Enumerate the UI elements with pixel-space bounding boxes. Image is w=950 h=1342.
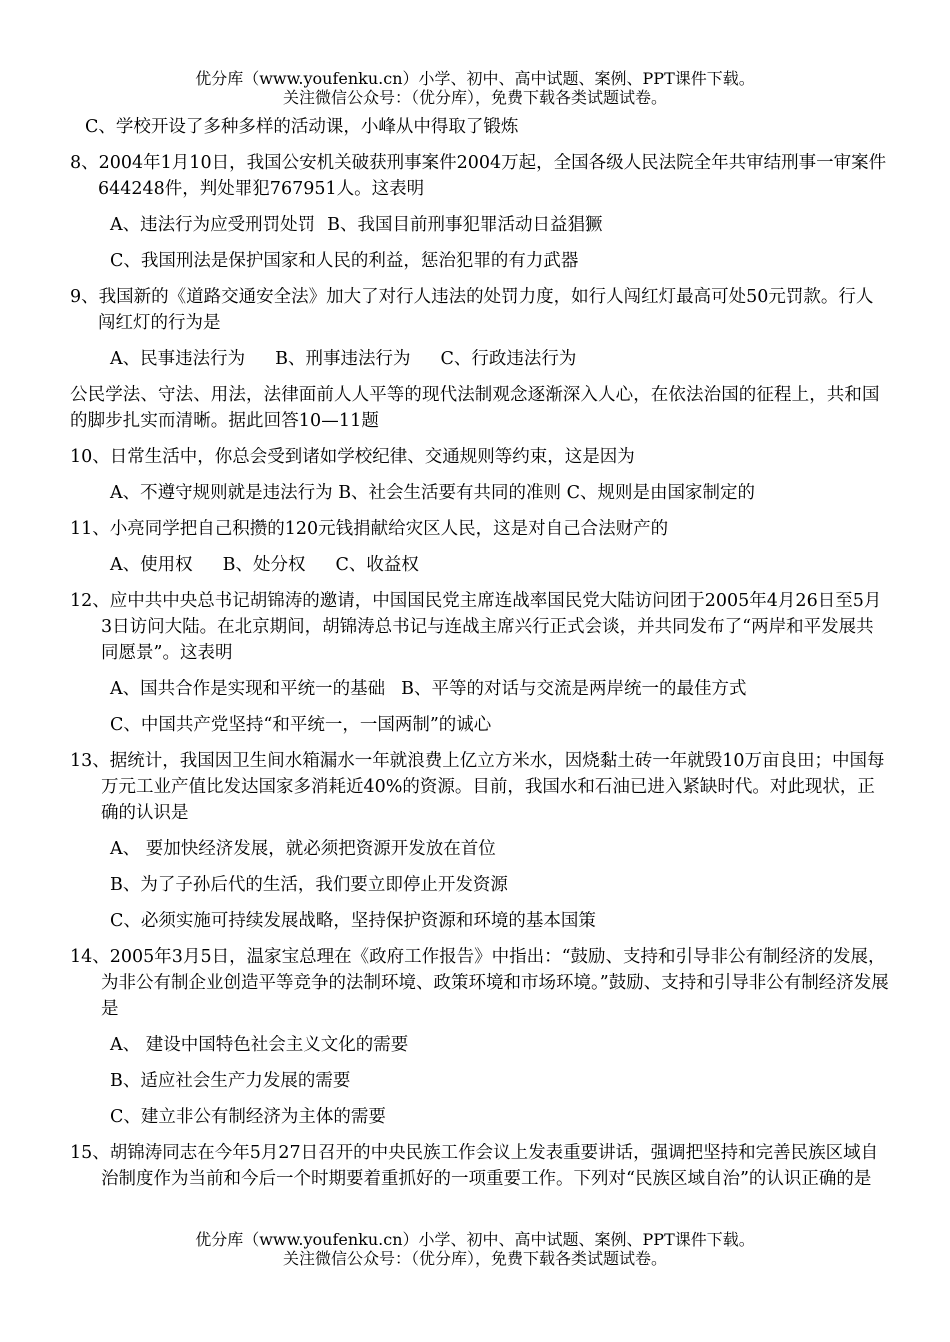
question-8-option-a: A、违法行为应受刑罚处罚 [110, 215, 316, 235]
question-11-option-c: C、收益权 [335, 555, 419, 575]
question-12-stem: 12、应中共中央总书记胡锦涛的邀请，中国国民党主席连战率国民党大陆访问团于2005年4月26日至5月3日访问大陆。在北京期间，胡锦涛总书记与连战主席兴行正式会谈，并共同发布了“两岸和平发展共同愿景”。这表明 [70, 591, 882, 663]
question-13-option-b: B、为了子孙后代的生活，我们要立即停止开发资源 [110, 875, 508, 895]
question-12-option-c: C、中国共产党坚持“和平统一，一国两制”的诚心 [110, 715, 492, 735]
question-13-option-a: A、 要加快经济发展，就必须把资源开发放在首位 [110, 839, 496, 859]
question-8-option-b: B、我国目前刑事犯罪活动日益猖獗 [327, 215, 603, 235]
question-11-option-a: A、使用权 [110, 555, 193, 575]
page-header [0, 69, 950, 107]
question-11-options [70, 552, 890, 578]
carry-over-option-c: C、学校开设了多种多样的活动课，小峰从中得取了锻炼 [85, 117, 519, 137]
footer-line-2: 关注微信公众号：（优分库），免费下载各类试题试卷。 [282, 1249, 667, 1268]
question-13-option-c: C、必须实施可持续发展战略，坚持保护资源和环境的基本国策 [110, 911, 596, 931]
page-footer [0, 1230, 950, 1268]
question-10-options: A、不遵守规则就是违法行为 B、社会生活要有共同的准则 C、规则是由国家制定的 [110, 483, 756, 503]
intro-questions-10-11: 公民学法、守法、用法，法律面前人人平等的现代法制观念逐渐深入人心，在依法治国的征程上，共和国的脚步扎实而清晰。据此回答10—11题 [70, 385, 880, 431]
question-12-options-ab [70, 676, 890, 702]
question-10-stem: 10、日常生活中，你总会受到诸如学校纪律、交通规则等约束，这是因为 [70, 447, 635, 467]
question-12-option-a: A、国共合作是实现和平统一的基础 [110, 679, 386, 699]
question-content [70, 114, 890, 1192]
question-11-option-b: B、处分权 [222, 555, 306, 575]
question-14-option-b: B、适应社会生产力发展的需要 [110, 1071, 351, 1091]
question-9-option-a: A、民事违法行为 [110, 349, 246, 369]
question-8-stem: 8、2004年1月10日，我国公安机关破获刑事案件2004万起，全国各级人民法院全年共审结刑事一审案件644248件，判处罪犯767951人。这表明 [70, 153, 887, 199]
footer-line-1: 优分库（www.youfenku.cn）小学、初中、高中试题、案例、PPT课件下载。 [195, 1230, 755, 1249]
question-9-option-b: B、刑事违法行为 [275, 349, 411, 369]
question-9-option-c: C、行政违法行为 [440, 349, 577, 369]
question-14-stem: 14、2005年3月5日，温家宝总理在《政府工作报告》中指出：“鼓励、支持和引导非公有制经济的发展，为非公有制企业创造平等竞争的法制环境、政策环境和市场环境。”鼓励、支持和引导非公有制经济发展是 [70, 947, 889, 1019]
question-8-option-c: C、我国刑法是保护国家和人民的利益，惩治犯罪的有力武器 [110, 251, 579, 271]
question-15-stem: 15、胡锦涛同志在今年5月27日召开的中央民族工作会议上发表重要讲话，强调把坚持和完善民族区域自治制度作为当前和今后一个时期要着重抓好的一项重要工作。下列对“民族区域自治”的认识正确的是 [70, 1143, 879, 1189]
question-9-stem: 9、我国新的《道路交通安全法》加大了对行人违法的处罚力度，如行人闯红灯最高可处50元罚款。行人闯红灯的行为是 [70, 287, 874, 333]
header-line-2: 关注微信公众号：（优分库），免费下载各类试题试卷。 [282, 88, 667, 107]
question-11-stem: 11、小亮同学把自己积攒的120元钱捐献给灾区人民，这是对自己合法财产的 [70, 519, 669, 539]
question-14-option-a: A、 建设中国特色社会主义文化的需要 [110, 1035, 409, 1055]
question-8-options-ab [70, 212, 890, 238]
question-14-option-c: C、建立非公有制经济为主体的需要 [110, 1107, 386, 1127]
question-13-stem: 13、据统计，我国因卫生间水箱漏水一年就浪费上亿立方米水，因烧黏土砖一年就毁10万亩良田；中国每万元工业产值比发达国家多消耗近40%的资源。目前，我国水和石油已进入紧缺时代。对此现状，正确的认识是 [70, 751, 885, 823]
question-9-options [70, 346, 890, 372]
question-12-option-b: B、平等的对话与交流是两岸统一的最佳方式 [401, 679, 747, 699]
header-line-1: 优分库（www.youfenku.cn）小学、初中、高中试题、案例、PPT课件下载。 [195, 69, 755, 88]
